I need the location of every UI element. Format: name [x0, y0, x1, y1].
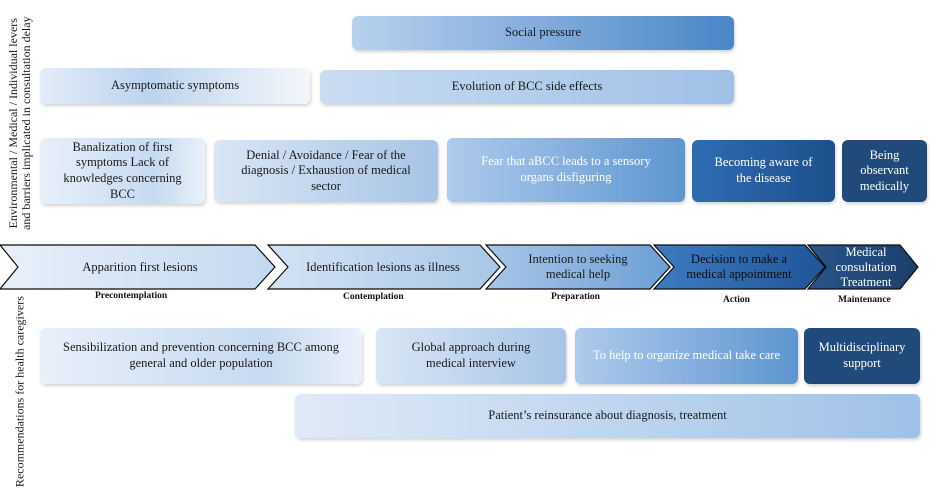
stage-maintenance: Maintenance — [838, 295, 891, 305]
stage-precontemplation: Precontemplation — [95, 291, 168, 301]
barriers-side-label: Environmental / Medical / Individual levers and barriers implicated in consultation delay — [5, 16, 33, 230]
arrow-label-5: Medical consultation Treatment — [835, 244, 897, 289]
barrier-banalization: Banalization of first symptoms Lack of knowledges concerning BCC — [40, 138, 205, 204]
social-pressure-box: Social pressure — [352, 16, 734, 50]
recommendations-side-label: Recommendations for health caregivers — [12, 296, 27, 488]
evolution-bcc-box: Evolution of BCC side effects — [320, 70, 734, 104]
barrier-being-observant: Being observant medically — [842, 140, 927, 202]
stage-preparation: Preparation — [551, 292, 600, 302]
stage-action: Action — [723, 295, 750, 305]
recommendation-reinsurance: Patient’s reinsurance about diagnosis, treatment — [295, 394, 920, 438]
arrow-label-3: Intention to seeking medical help — [528, 252, 628, 281]
arrow-label-2: Identification lesions as illness — [306, 259, 460, 274]
recommendation-multidisciplinary: Multidisciplinary support — [804, 328, 920, 384]
arrow-label-1: Apparition first lesions — [82, 259, 198, 274]
stage-contemplation: Contemplation — [343, 292, 404, 302]
arrow-label-4: Decision to make a medical appointment — [686, 252, 792, 281]
recommendation-organize-care: To help to organize medical take care — [575, 328, 798, 384]
barrier-denial: Denial / Avoidance / Fear of the diagnosis / Exhaustion of medical sector — [214, 140, 438, 202]
recommendation-sensibilization: Sensibilization and prevention concerning BCC among general and older population — [40, 328, 362, 384]
barrier-fear-disfiguring: Fear that aBCC leads to a sensory organs disfiguring — [447, 138, 685, 202]
recommendation-global-approach: Global approach during medical interview — [376, 328, 566, 384]
barrier-becoming-aware: Becoming aware of the disease — [692, 140, 835, 202]
asymptomatic-symptoms-box: Asymptomatic symptoms — [40, 68, 310, 104]
